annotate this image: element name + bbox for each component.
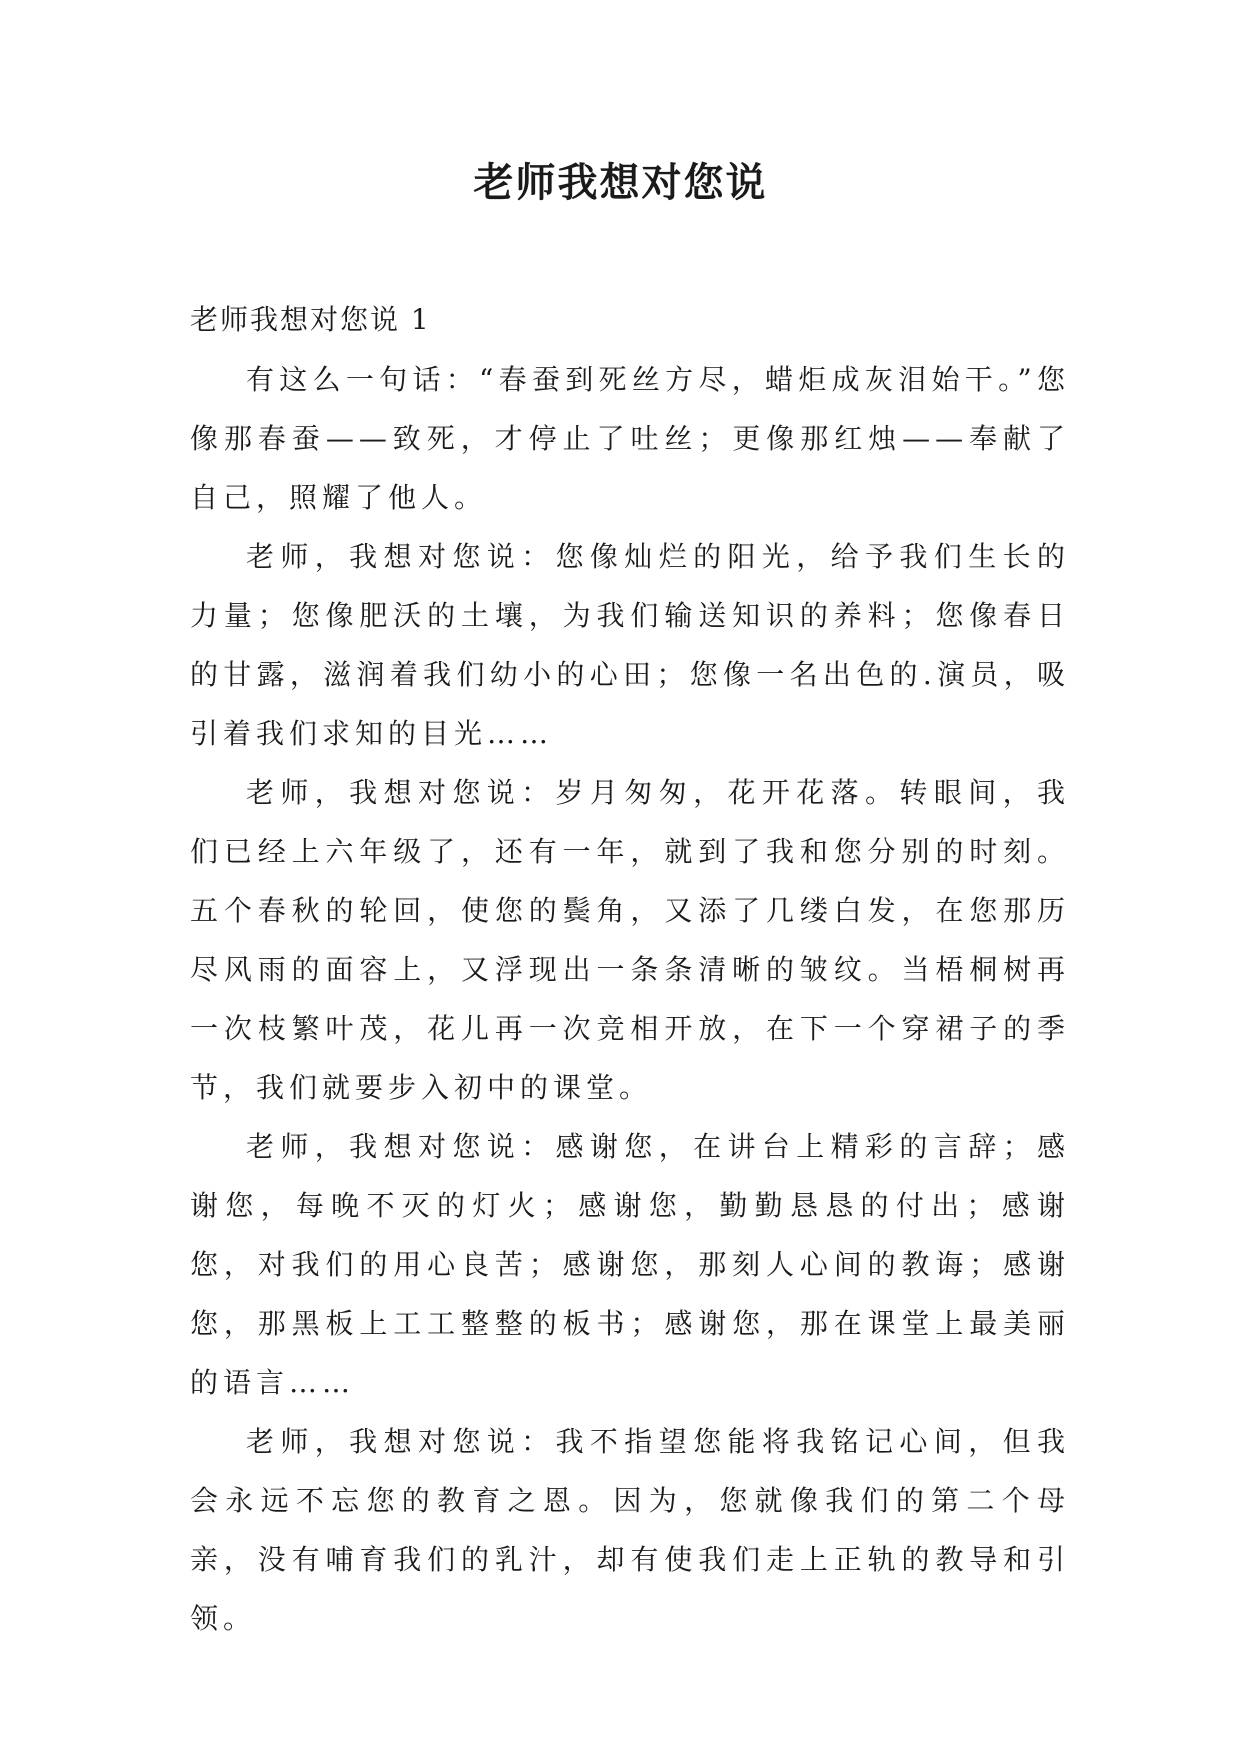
paragraph-5: 老师，我想对您说：我不指望您能将我铭记心间，但我会永远不忘您的教育之恩。因为，您就像我们的第二个母亲，没有哺育我们的乳汁，却有使我们走上正轨的教导和引领。: [190, 1425, 1070, 1635]
document-title: 老师我想对您说: [473, 159, 768, 206]
paragraph-4: 老师，我想对您说：感谢您，在讲台上精彩的言辞；感谢您，每晚不灭的灯火；感谢您，勤勤恳恳的付出；感谢您，对我们的用心良苦；感谢您，那刻人心间的教诲；感谢您，那黑板上工工整整的板书；感谢您，那在课堂上最美丽的语言……: [190, 1130, 1070, 1399]
section-heading: 老师我想对您说 1: [190, 303, 431, 336]
document-body: [190, 290, 1070, 1648]
paragraph-1: 有这么一句话：“春蚕到死丝方尽，蜡炬成灰泪始干。”您像那春蚕——致死，才停止了吐丝；更像那红烛——奉献了自己，照耀了他人。: [190, 363, 1070, 514]
paragraph-3: 老师，我想对您说：岁月匆匆，花开花落。转眼间，我们已经上六年级了，还有一年，就到了我和您分别的时刻。五个春秋的轮回，使您的鬓角，又添了几缕白发，在您那历尽风雨的面容上，又浮现出一条条清晰的皱纹。当梧桐树再一次枝繁叶茂，花儿再一次竞相开放，在下一个穿裙子的季节，我们就要步入初中的课堂。: [190, 776, 1070, 1104]
paragraph-2: 老师，我想对您说：您像灿烂的阳光，给予我们生长的力量；您像肥沃的土壤，为我们输送知识的养料；您像春日的甘露，滋润着我们幼小的心田；您像一名出色的.演员，吸引着我们求知的目光……: [190, 540, 1070, 750]
